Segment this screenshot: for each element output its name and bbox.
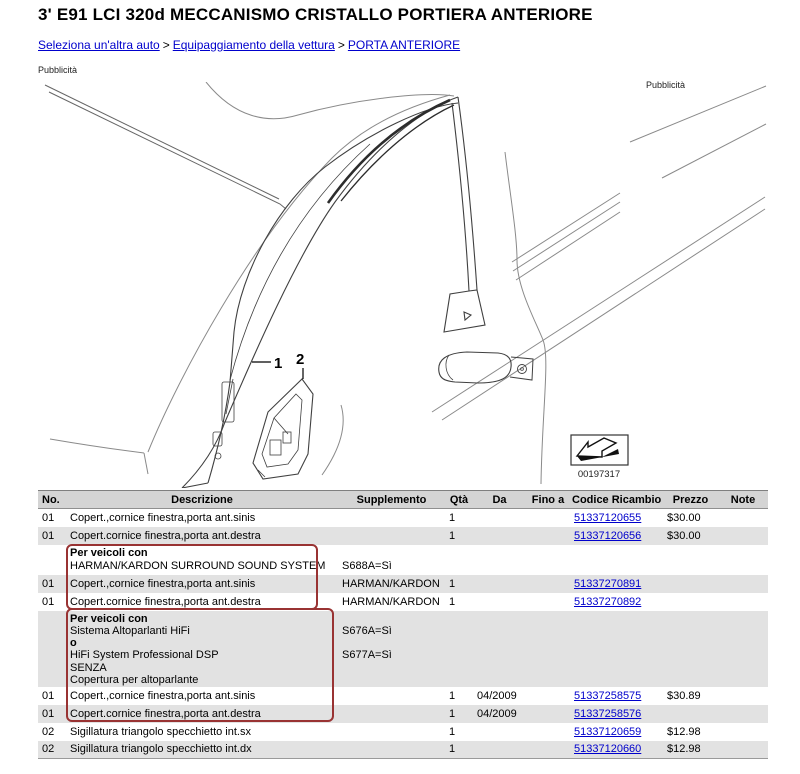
table-row: [38, 705, 768, 723]
cell-note: [718, 527, 768, 545]
ad-label-left: Pubblicità: [38, 65, 78, 75]
cell-part-number: [570, 509, 663, 527]
cell-part-number: [570, 705, 663, 723]
col-header-qta: Qtà: [445, 491, 473, 509]
group-supp-line: [342, 662, 445, 674]
breadcrumb-link-equipment[interactable]: Equipaggiamento della vettura: [172, 38, 335, 52]
table-row: [38, 593, 768, 611]
cell-description: Copert.,cornice finestra,porta ant.sinis: [70, 689, 256, 702]
group-supp-line: [342, 613, 445, 625]
cell-qty: 1: [449, 595, 456, 608]
cell-note: [718, 575, 768, 593]
part-callouts: [252, 351, 304, 379]
col-header-prezzo: Prezzo: [663, 491, 718, 509]
cell-no: 01: [38, 575, 66, 593]
cell-until: [526, 593, 570, 611]
cell-supplement: [338, 509, 445, 527]
parts-table-container: [38, 490, 768, 759]
cell-description: Copert.cornice finestra,porta ant.destra: [66, 705, 338, 723]
part-number-link[interactable]: 51337120655: [574, 511, 642, 524]
group-supp-line: S676A=Sì: [342, 624, 392, 637]
stamp-number: 00197317: [577, 469, 621, 480]
cell-qty: 1: [445, 705, 473, 723]
cell-from: [473, 527, 526, 545]
cell-from: [473, 575, 526, 593]
cell-no: 01: [42, 595, 55, 608]
table-row: [38, 575, 768, 593]
cell-supplement: HARMAN/KARDON: [338, 575, 445, 593]
cell-price: $30.89: [667, 689, 701, 702]
col-header-supplemento: Supplemento: [338, 491, 445, 509]
cell-price: [663, 593, 718, 611]
cell-qty: 1: [445, 741, 473, 759]
cell-no: 01: [38, 705, 66, 723]
cell-until: [526, 723, 570, 741]
body-lines: [45, 82, 766, 484]
cell-until: [526, 527, 570, 545]
cell-price: [663, 705, 718, 723]
group-supp-line: S677A=Sì: [342, 649, 392, 662]
group-supp-line: [342, 547, 445, 560]
part-label-1: 1: [274, 355, 283, 372]
part-number-link[interactable]: 51337258576: [574, 707, 642, 720]
cell-note: [718, 723, 768, 741]
cell-no: 01: [42, 511, 55, 524]
cell-no: 01: [38, 527, 66, 545]
group-condition-text: HiFi System Professional DSP: [70, 649, 219, 662]
cell-note: [718, 509, 768, 527]
cell-description: Sigillatura triangolo specchietto int.dx: [66, 741, 338, 759]
cell-part-number: [570, 687, 663, 705]
diagram-stamp: [571, 435, 628, 480]
door-frame-drawing: [30, 82, 770, 488]
col-header-fino-a: Fino a: [526, 491, 570, 509]
cell-part-number: [570, 575, 663, 593]
cell-supplement: [338, 723, 445, 741]
group-supp-line: [342, 674, 445, 686]
col-header-codice-ricambio: Codice Ricambio: [570, 491, 663, 509]
mirror-triangle-part-2: [253, 379, 313, 479]
cell-from: [473, 723, 526, 741]
cell-from: [473, 593, 526, 611]
cell-from: [473, 741, 526, 759]
part-number-link[interactable]: 51337270892: [574, 595, 642, 608]
cell-qty: 1: [449, 689, 456, 702]
cell-part-number: [570, 723, 663, 741]
cell-qty: 1: [449, 725, 456, 738]
cell-description: Copert.,cornice finestra,porta ant.sinis: [70, 511, 256, 524]
technical-diagram: [30, 82, 770, 488]
cell-part-number: [570, 593, 663, 611]
group-condition-or: o: [70, 637, 77, 650]
condition-group-harman-kardon: [38, 545, 768, 575]
breadcrumb: [38, 38, 460, 52]
table-row: [38, 527, 768, 545]
col-header-no: No.: [38, 491, 66, 509]
breadcrumb-separator: >: [337, 38, 345, 52]
breadcrumb-link-select-car[interactable]: Seleziona un'altra auto: [38, 38, 160, 52]
group-condition-without: SENZA: [70, 661, 107, 674]
part-label-2: 2: [296, 351, 305, 368]
cell-price: $12.98: [663, 741, 718, 759]
cell-price: $12.98: [667, 725, 701, 738]
door-handle: [439, 352, 533, 383]
cell-qty: 1: [449, 511, 456, 524]
group-description: [66, 611, 338, 687]
part-number-link[interactable]: 51337120659: [574, 725, 642, 738]
col-header-da: Da: [473, 491, 526, 509]
page-title: 3' E91 LCI 320d MECCANISMO CRISTALLO PORTIERA ANTERIORE: [38, 5, 593, 24]
cell-part-number: [570, 527, 663, 545]
part-number-link[interactable]: 51337120660: [574, 743, 642, 756]
group-description: [66, 545, 338, 575]
window-frame-trim-part-1: [182, 97, 485, 488]
part-number-link[interactable]: 51337270891: [574, 577, 642, 590]
cell-supplement: HARMAN/KARDON: [342, 595, 440, 608]
cell-supplement: [338, 741, 445, 759]
group-supp-line: S688A=Sì: [342, 559, 392, 572]
cell-supplement: [338, 687, 445, 705]
cell-until: [526, 687, 570, 705]
cell-no: [38, 611, 66, 687]
table-header-row: [38, 491, 768, 509]
condition-group-hifi: [38, 611, 768, 687]
cell-qty: 1: [445, 527, 473, 545]
cell-note: [718, 741, 768, 759]
col-header-note: Note: [718, 491, 768, 509]
part-number-link[interactable]: 51337258575: [574, 689, 642, 702]
part-number-link[interactable]: 51337120656: [574, 529, 642, 542]
cell-no: 02: [42, 725, 55, 738]
cell-description: Sigillatura triangolo specchietto int.sx: [70, 725, 251, 738]
group-condition-title: Per veicoli con: [70, 546, 148, 559]
parts-table: [38, 490, 768, 759]
cell-from: 04/2009: [473, 705, 526, 723]
group-supplement: [338, 545, 445, 575]
breadcrumb-link-front-door[interactable]: PORTA ANTERIORE: [347, 38, 461, 52]
group-condition-title: Per veicoli con: [70, 612, 148, 625]
table-row: [38, 741, 768, 759]
cell-qty: 1: [445, 575, 473, 593]
group-condition-text: Sistema Altoparlanti HiFi: [70, 624, 190, 637]
group-supp-line: [342, 637, 445, 649]
cell-part-number: [570, 741, 663, 759]
cell-description: Copert.cornice finestra,porta ant.destra: [66, 527, 338, 545]
cell-price: $30.00: [667, 511, 701, 524]
cell-until: [526, 705, 570, 723]
cell-price: $30.00: [663, 527, 718, 545]
ad-label-right: Pubblicità: [646, 80, 686, 90]
cell-no: 01: [42, 689, 55, 702]
table-row: [38, 509, 768, 527]
cell-until: [526, 741, 570, 759]
table-row: [38, 687, 768, 705]
cell-note: [718, 705, 768, 723]
cell-no: [38, 545, 66, 575]
cell-until: [526, 575, 570, 593]
table-row: [38, 723, 768, 741]
cell-note: [718, 687, 768, 705]
cell-supplement: [338, 705, 445, 723]
cell-description: Copert.,cornice finestra,porta ant.sinis: [66, 575, 338, 593]
breadcrumb-separator: >: [162, 38, 170, 52]
group-condition-text: Copertura per altoparlante: [70, 673, 199, 686]
cell-price: [663, 575, 718, 593]
group-condition-text: HARMAN/KARDON SURROUND SOUND SYSTEM: [70, 559, 326, 572]
cell-until: [526, 509, 570, 527]
cell-no: 02: [38, 741, 66, 759]
cell-note: [718, 593, 768, 611]
cell-supplement: [338, 527, 445, 545]
cell-description: Copert.cornice finestra,porta ant.destra: [70, 595, 261, 608]
cell-from: 04/2009: [477, 689, 517, 702]
group-supplement: [338, 611, 445, 687]
cell-from: [473, 509, 526, 527]
col-header-descrizione: Descrizione: [66, 491, 338, 509]
